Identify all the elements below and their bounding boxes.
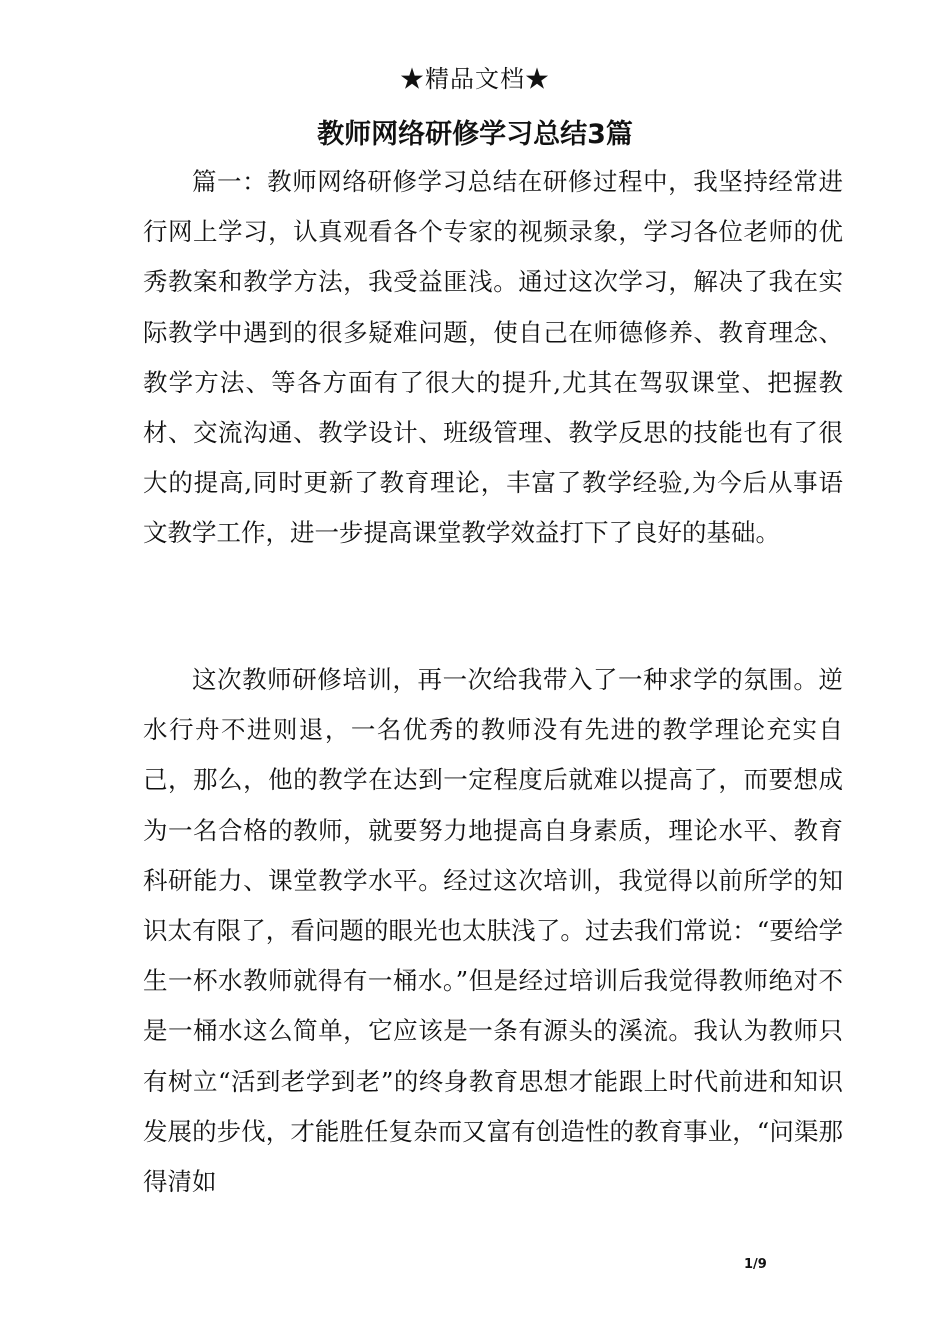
page-number: 1/9 (744, 1257, 767, 1272)
page-header: ★精品文档★ (400, 65, 550, 93)
paragraph-2: 这次教师研修培训，再一次给我带入了一种求学的氛围。逆水行舟不进则退，一名优秀的教师没有先进的教学理论充实自己，那么，他的教学在达到一定程度后就难以提高了，而要想成为一名合格的教师，就要努力地提高自身素质，理论水平、教育科研能力、课堂教学水平。经过这次培训，我觉得以前所学的知识太有限了，看问题的眼光也太肤浅了。过去我们常说：“要给学生一杯水教师就得有一桶水。”但是经过培训后我觉得教师绝对不是一桶水这么简单，它应该是一条有源头的溪流。我认为教师只有树立“活到老学到老”的终身教育思想才能跟上时代前进和知识发展的步伐，才能胜任复杂而又富有创造性的教育事业，“问渠那得清如 (143, 665, 843, 1197)
paragraph-1: 篇一：教师网络研修学习总结在研修过程中，我坚持经常进行网上学习，认真观看各个专家的视频录象，学习各位老师的优秀教案和教学方法，我受益匪浅。通过这次学习，解决了我在实际教学中遇到的很多疑难问题，使自己在师德修养、教育理念、教学方法、等各方面有了很大的提升,尤其在驾驭课堂、把握教材、交流沟通、教学设计、班级管理、教学反思的技能也有了很大的提高,同时更新了教育理论，丰富了教学经验,为今后从事语文教学工作，进一步提高课堂教学效益打下了良好的基础。 (143, 167, 843, 548)
document-title: 教师网络研修学习总结3篇 (317, 119, 633, 150)
